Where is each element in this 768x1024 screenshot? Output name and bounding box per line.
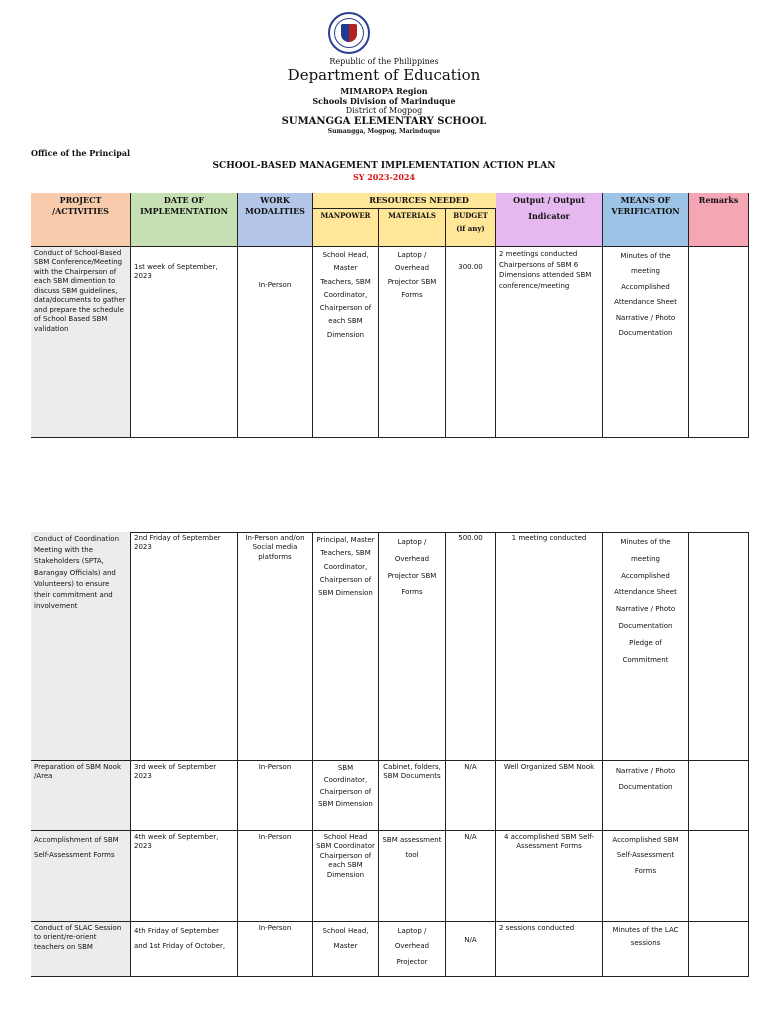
table-row-4-budget: N/A [446, 831, 496, 922]
republic-line: Republic of the Philippines [329, 57, 439, 66]
table-row-4-work: In-Person [238, 831, 313, 922]
region-line: MIMAROPA Region [340, 86, 428, 96]
col-header-remarks: Remarks [689, 193, 749, 247]
table-row-4-project: Accomplishment of SBM Self-Assessment Forms [31, 831, 131, 922]
col-header-project: PROJECT /ACTIVITIES [31, 193, 131, 247]
table-row-3-date: 3rd week of September 2023 [131, 761, 238, 831]
table-row-5-budget: N/A [446, 922, 496, 977]
table-row-2-materials: Laptop / Overhead Projector SBM Forms [379, 532, 446, 761]
table-row-1-budget: 300.00 [446, 247, 496, 438]
table-row-4-remarks [689, 831, 749, 922]
school-address: Sumangga, Mogpog, Marinduque [327, 128, 441, 135]
table-row-2-output: 1 meeting conducted [496, 532, 603, 761]
table-row-5-materials: Laptop / Overhead Projector [379, 922, 446, 977]
division-line: Schools Division of Marinduque [312, 96, 456, 106]
table-row-2-manpower: Principal, Master Teachers, SBM Coordinator, Chairperson of SBM Dimension [313, 532, 379, 761]
table-row-1-remarks [689, 247, 749, 438]
table-row-3-work: In-Person [238, 761, 313, 831]
table-row-3-remarks [689, 761, 749, 831]
table-row-3-means: Narrative / Photo Documentation [603, 761, 689, 831]
table-row-2-date: 2nd Friday of September 2023 [131, 532, 238, 761]
col-header-resources: RESOURCES NEEDED [313, 193, 526, 209]
col-header-date: DATE OF IMPLEMENTATION [131, 193, 238, 247]
table-row-2-budget: 500.00 [446, 532, 496, 761]
page-title: SCHOOL-BASED MANAGEMENT IMPLEMENTATION ACTION PLAN [212, 161, 556, 171]
table-row-1-work: In-Person [238, 247, 313, 438]
district-line: District of Mogpog [345, 106, 423, 115]
table-row-3-output: Well Organized SBM Nook [496, 761, 603, 831]
office-label: Office of the Principal [31, 148, 131, 158]
school-year: SY 2023-2024 [352, 172, 416, 182]
school-name: SUMANGGA ELEMENTARY SCHOOL [281, 116, 487, 127]
table-row-4-date: 4th week of September, 2023 [131, 831, 238, 922]
table-row-4-means: Accomplished SBM Self-Assessment Forms [603, 831, 689, 922]
table-row-5-output: 2 sessions conducted [496, 922, 603, 977]
table-row-2-work: In-Person and/on Social media platforms [238, 532, 313, 761]
table-row-5-means: Minutes of the LAC sessions [603, 922, 689, 977]
deped-seal-logo [328, 12, 370, 54]
table-row-3-project: Preparation of SBM Nook /Area [31, 761, 131, 831]
table-row-4-output: 4 accomplished SBM Self-Assessment Forms [496, 831, 603, 922]
table-row-3-materials: Cabinet, folders, SBM Documents [379, 761, 446, 831]
table-row-5-remarks [689, 922, 749, 977]
col-header-means: MEANS OF VERIFICATION [603, 193, 689, 247]
table-row-4-manpower: School Head SBM Coordinator Chairperson of each SBM Dimension [313, 831, 379, 922]
table-row-2-remarks [689, 532, 749, 761]
col-header-materials: MATERIALS [379, 209, 446, 247]
table-row-5-work: In-Person [238, 922, 313, 977]
table-row-5-date: 4th Friday of September and 1st Friday of October, [131, 922, 238, 977]
table-row-4-materials: SBM assessment tool [379, 831, 446, 922]
table-row-1-output: 2 meetings conducted Chairpersons of SBM 6 Dimensions attended SBM conference/meeting [496, 247, 603, 438]
table-row-5-project: Conduct of SLAC Session to orient/re-orient teachers on SBM [31, 922, 131, 977]
table-row-2-means: Minutes of the meeting Accomplished Attendance Sheet Narrative / Photo Documentation Pledge of Commitment [603, 532, 689, 761]
col-header-output: Output / Output Indicator [496, 193, 603, 247]
table-row-5-manpower: School Head, Master [313, 922, 379, 977]
table-row-1-date: 1st week of September, 2023 [131, 247, 238, 438]
col-header-work: WORK MODALITIES [238, 193, 313, 247]
table-row-3-manpower: SBM Coordinator, Chairperson of SBM Dimension [313, 761, 379, 831]
table-row-1-project: Conduct of School-Based SBM Conference/Meeting with the Chairperson of each SBM dimention to discuss SBM guidelines, data/documents to gather and prepare the schedule of School Based SBM validation [31, 247, 131, 438]
department-title: Department of Education [287, 66, 481, 84]
col-header-manpower: MANPOWER [313, 209, 379, 247]
table-row-1-manpower: School Head, Master Teachers, SBM Coordinator, Chairperson of each SBM Dimension [313, 247, 379, 438]
table-row-1-materials: Laptop / Overhead Projector SBM Forms [379, 247, 446, 438]
col-header-budget: BUDGET (if any) [446, 209, 496, 247]
table-row-3-budget: N/A [446, 761, 496, 831]
table-row-1-means: Minutes of the meeting Accomplished Attendance Sheet Narrative / Photo Documentation [603, 247, 689, 438]
table-row-2-project: Conduct of Coordination Meeting with the Stakeholders (SPTA, Barangay Officials) and Volunteers) to ensure their commitment and involvement [31, 532, 131, 761]
